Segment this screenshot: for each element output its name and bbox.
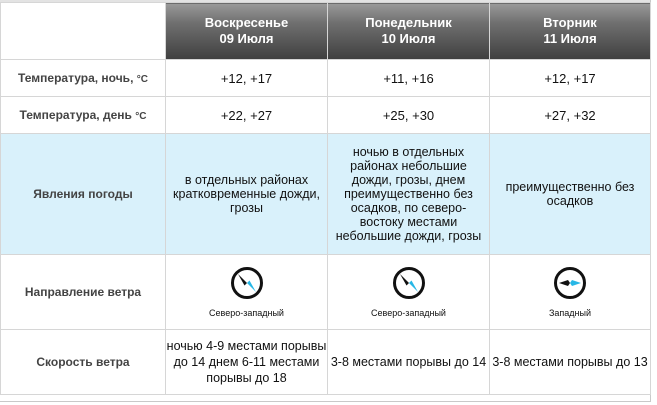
row-weather-phenomena <box>1 134 651 255</box>
row-wind-speed <box>1 330 651 395</box>
row-night-temperature <box>1 60 651 97</box>
wind-direction-cell <box>166 255 328 330</box>
label-text: Температура, день <box>19 108 132 122</box>
compass-northwest-icon <box>392 266 426 300</box>
wind-direction-label: Северо-западный <box>371 308 446 318</box>
row-label-wind-direction: Направление ветра <box>1 255 166 330</box>
day-name: Вторник <box>543 15 597 30</box>
compass-northwest-icon <box>230 266 264 300</box>
day-date: 09 Июля <box>219 31 274 46</box>
row-label-wind-speed: Скорость ветра <box>1 330 166 395</box>
wind-direction-label: Северо-западный <box>209 308 284 318</box>
phenomena-cell: в отдельных районах кратковременные дожди, грозы <box>166 134 328 255</box>
wind-direction-label: Западный <box>548 308 592 318</box>
day-name: Понедельник <box>365 15 452 30</box>
day-date: 10 Июля <box>381 31 436 46</box>
unit-text: °C <box>136 74 148 85</box>
phenomena-cell: преимущественно без осадков <box>490 134 651 255</box>
row-label-weather-phenomena: Явления погоды <box>1 134 166 255</box>
header-day-2 <box>328 3 490 60</box>
night-temp-cell: +12, +17 <box>490 60 651 97</box>
night-temp-cell: +12, +17 <box>166 60 328 97</box>
forecast-table <box>0 2 651 395</box>
wind-direction-cell <box>490 255 651 330</box>
header-corner <box>1 3 166 60</box>
night-temp-cell: +11, +16 <box>328 60 490 97</box>
header-day-1 <box>166 3 328 60</box>
unit-text: °C <box>135 111 147 122</box>
compass-west-icon <box>553 266 587 300</box>
day-date: 11 Июля <box>543 31 597 46</box>
row-label-night-temperature: Температура, ночь, °C <box>1 60 166 97</box>
row-day-temperature <box>1 97 651 134</box>
day-temp-cell: +22, +27 <box>166 97 328 134</box>
day-temp-cell: +27, +32 <box>490 97 651 134</box>
wind-speed-cell: 3-8 местами порывы до 13 <box>490 330 651 395</box>
phenomena-cell: ночью в отдельных районах небольшие дожди, грозы, днем преимущественно без осадков, по северо-востоку местами небольшие дожди, грозы <box>328 134 490 255</box>
header-day-3 <box>490 3 651 60</box>
day-temp-cell: +25, +30 <box>328 97 490 134</box>
wind-direction-cell <box>328 255 490 330</box>
label-text: Температура, ночь <box>18 71 131 85</box>
header-row <box>1 3 651 60</box>
day-name: Воскресенье <box>204 15 289 30</box>
wind-speed-cell: 3-8 местами порывы до 14 <box>328 330 490 395</box>
wind-speed-cell: ночью 4-9 местами порывы до 14 днем 6-11 местами порывы до 18 <box>166 330 328 395</box>
row-label-day-temperature <box>1 97 166 134</box>
row-wind-direction <box>1 255 651 330</box>
